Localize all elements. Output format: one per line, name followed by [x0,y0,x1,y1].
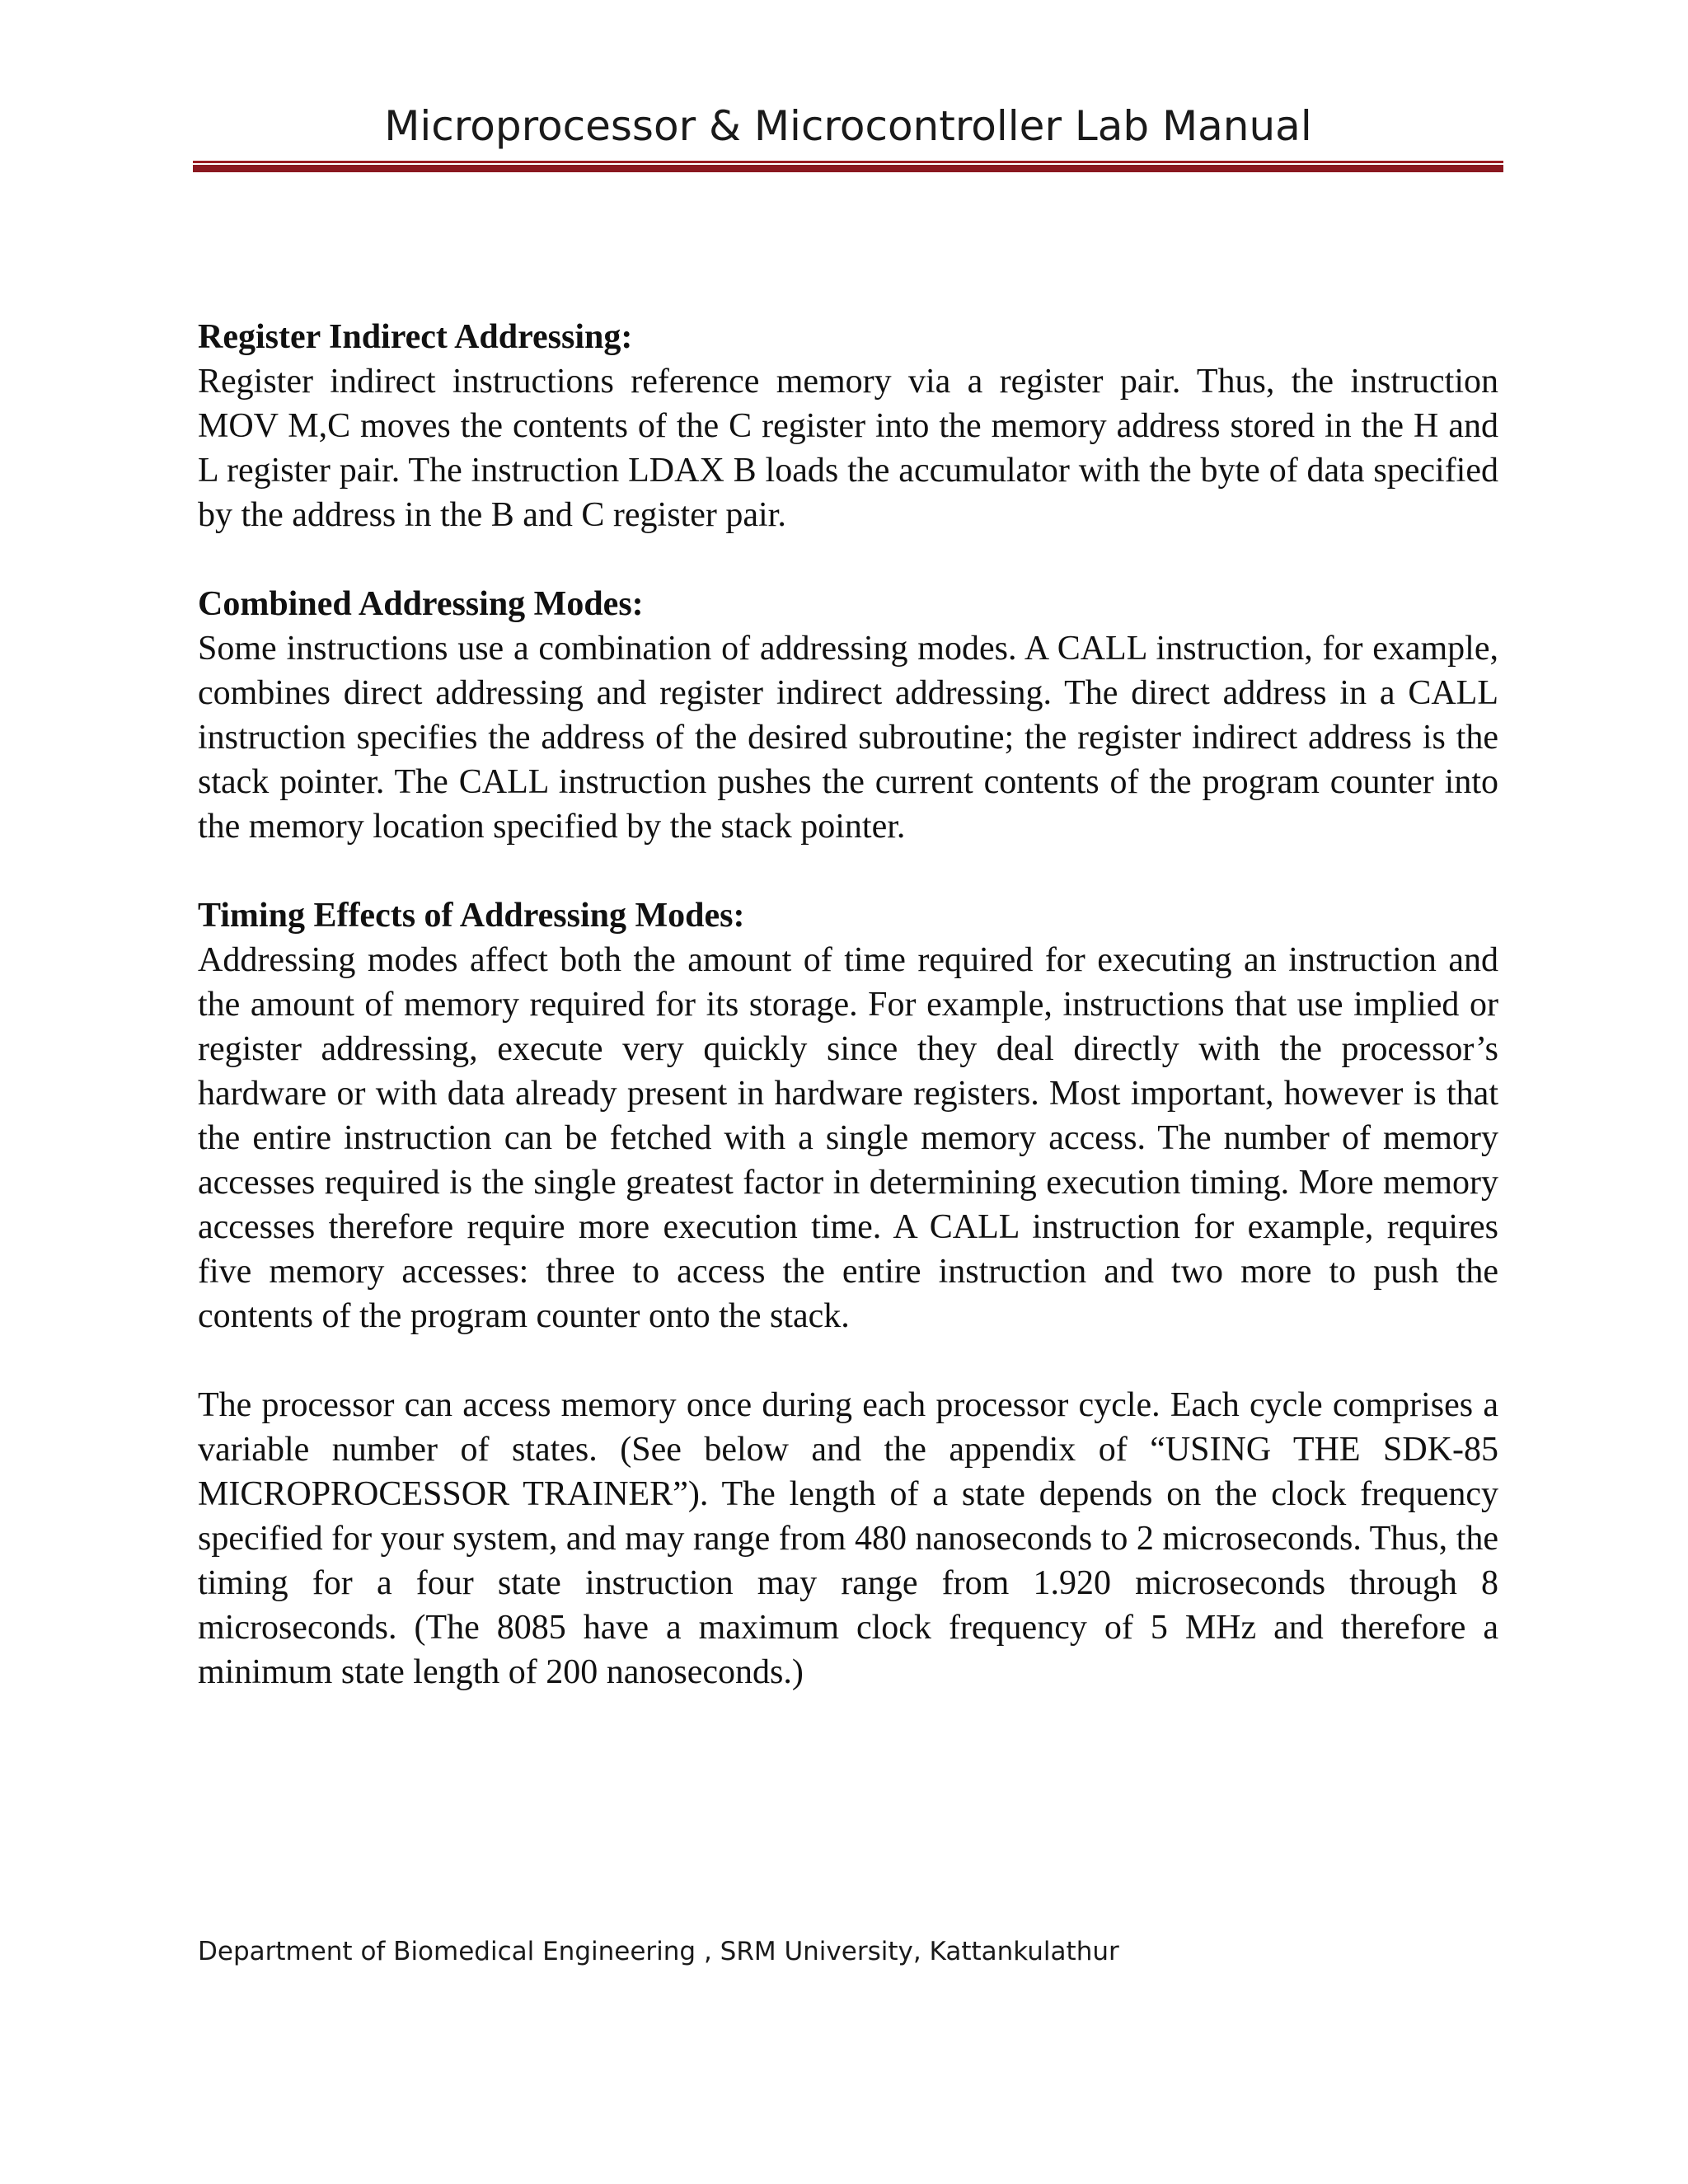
page-footer: Department of Biomedical Engineering , SRM University, Kattankulathur [198,1937,1119,1966]
section-timing-effects [198,893,1498,1338]
section-heading: Register Indirect Addressing: [198,318,633,356]
paragraph-processor-cycle [198,1383,1498,1694]
section-body: Register indirect instructions reference memory via a register pair. Thus, the instruction MOV M,C moves the contents of the C register into the memory address stored in the H and L register pair. The instruction LDAX B loads the accumulator with the byte of data specified by the address in the B and C register pair. [198,363,1498,534]
section-body: Some instructions use a combination of addressing modes. A CALL instruction, for example, combines direct addressing and register indirect addressing. The direct address in a CALL instruction specifies the address of the desired subroutine; the register indirect address is the stack pointer. The CALL instruction pushes the current contents of the program counter into the memory location specified by the stack pointer. [198,630,1498,846]
section-combined-addressing-modes [198,582,1498,849]
page-content [198,315,1498,1739]
section-heading: Timing Effects of Addressing Modes: [198,897,745,935]
document-title: Microprocessor & Microcontroller Lab Manual [384,102,1312,150]
section-register-indirect-addressing [198,315,1498,537]
paragraph-body: The processor can access memory once during each processor cycle. Each cycle comprises a variable number of states. (See below and the appendix of “USING THE SDK-85 MICROPROCESSOR TRAINER”). The length of a state depends on the clock frequency specified for your system, and may range from 480 nanoseconds to 2 microseconds. Thus, the timing for a four state instruction may range from 1.920 microseconds through 8 microseconds. (The 8085 have a maximum clock frequency of 5 MHz and therefore a minimum state length of 200 nanoseconds.) [198,1386,1498,1691]
section-body: Addressing modes affect both the amount of time required for executing an instruction and the amount of memory required for its storage. For example, instructions that use implied or register addressing, execute very quickly since they deal directly with the processor’s hardware or with data already present in hardware registers. Most important, however is that the entire instruction can be fetched with a single memory access. The number of memory accesses required is the single greatest factor in determining execution timing. More memory accesses therefore require more execution time. A CALL instruction for example, requires five memory accesses: three to access the entire instruction and two more to push the contents of the program counter onto the stack. [198,941,1498,1335]
header-rule-thin [193,161,1503,163]
section-heading: Combined Addressing Modes: [198,585,644,623]
header-rule-thick [193,165,1503,172]
